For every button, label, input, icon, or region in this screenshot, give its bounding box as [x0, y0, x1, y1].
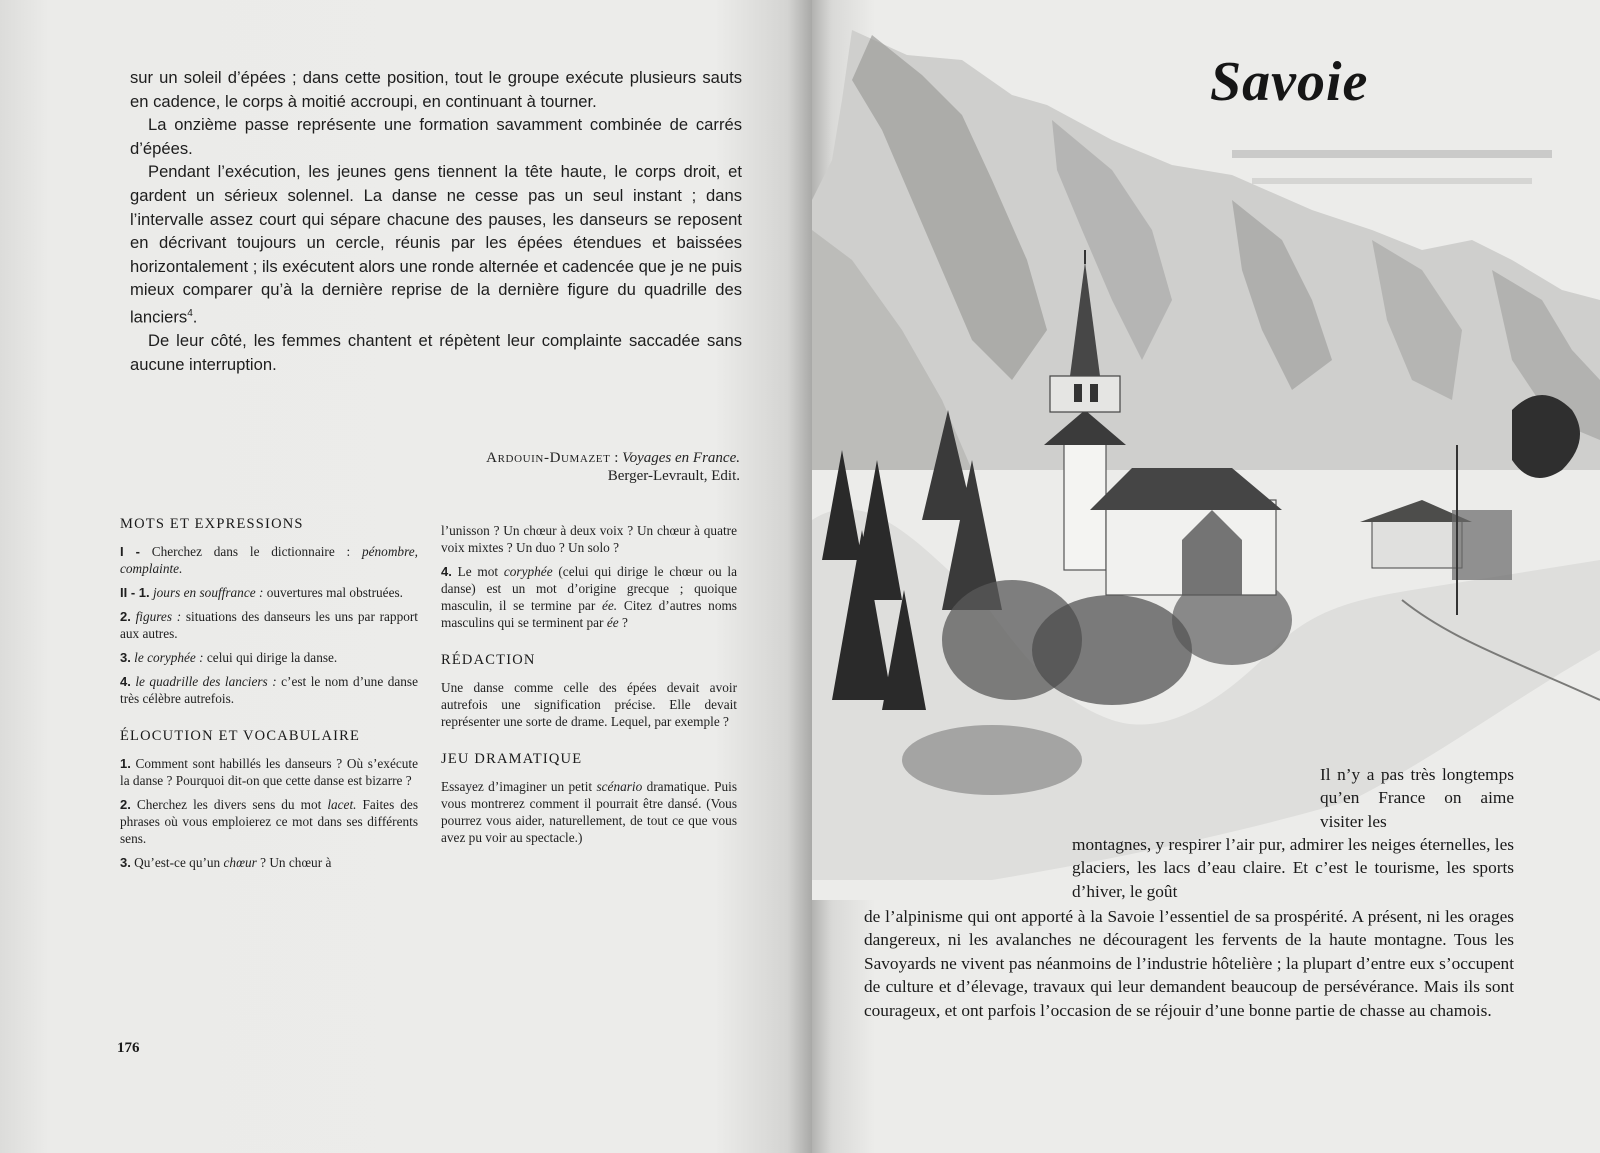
item-text: situations des danseurs les uns par rapport aux autres.: [120, 609, 418, 641]
exercise-item: [120, 649, 418, 666]
item-number: 2.: [120, 609, 131, 624]
item-number: II - 1.: [120, 585, 150, 600]
item-text: Comment sont habillés les danseurs ? Où s’exécute la danse ? Pourquoi dit-on que cette danse est bizarre ?: [120, 756, 418, 788]
exercise-item: [441, 563, 737, 631]
exercise-item: [120, 543, 418, 577]
item-term: coryphée: [503, 564, 553, 579]
exercise-column-left: [120, 516, 418, 878]
attribution-line: [370, 449, 740, 467]
exercise-column-right: [441, 522, 737, 853]
item-text: ?: [618, 615, 628, 630]
item-term: pénombre, complainte.: [120, 544, 418, 576]
exercise-item: [120, 796, 418, 847]
page-number: 176: [117, 1040, 140, 1056]
prose-paragraph: Il n’y a pas très longtemps qu’en France on aime visiter les: [1320, 765, 1514, 831]
section-heading-redaction: RÉDACTION: [441, 652, 536, 668]
intro-text-mid: [1072, 833, 1514, 903]
item-term: scénario: [596, 779, 643, 794]
item-number: I -: [120, 544, 140, 559]
exercise-item-continuation: l’unisson ? Un chœur à deux voix ? Un chœur à quatre voix mixtes ? Un duo ? Un solo ?: [441, 523, 737, 555]
author-name: Ardouin-Dumazet: [486, 450, 611, 466]
item-number: 1.: [120, 756, 131, 771]
item-text: c’est le nom d’une danse très célèbre autrefois.: [120, 674, 418, 706]
attribution-separator: :: [610, 450, 623, 466]
publisher: Berger-Levrault, Edit.: [607, 468, 740, 484]
prose-paragraph: La onzième passe représente une formation savamment combinée de carrés d’épées.: [130, 115, 742, 158]
item-text: ? Un chœur à: [256, 855, 332, 870]
item-text: Le mot: [451, 564, 504, 579]
exercise-item: [120, 755, 418, 789]
item-text: Cherchez dans le dictionnaire :: [140, 544, 362, 559]
prose-text: Pendant l’exécution, les jeunes gens tiennent la tête haute, le corps droit, et gardent un sérieux solennel. La danse ne cesse pas un seul instant ; dans l’intervalle assez court qui sépare chacune des pauses, les danseurs se reposent en décrivant toujours un cercle, réunis par les épées étendues et baissées horizontalement ; ils exécutent alors une ronde alternée et cadencée que je ne puis mieux comparer qu’à la dernière reprise de la dernière figure du quadrille des lanciers: [130, 162, 742, 327]
intro-text-wide: [864, 905, 1514, 1022]
item-text: Qu’est-ce qu’un: [130, 855, 224, 870]
item-text: (celui qui dirige le chœur ou la danse) est un mot d’origine grecque ; quoique masculin, il se termine par: [441, 564, 738, 613]
item-number: 2.: [120, 797, 131, 812]
item-text: ouvertures mal obstruées.: [263, 585, 403, 600]
item-number: 3.: [120, 855, 131, 870]
prose-paragraph: Pendant l’exécution, les jeunes gens tiennent la tête haute, le corps droit, et gardent un sérieux solennel. La danse ne cesse pas un seul instant ; dans l’intervalle assez court qui sépare chacune des pauses, les danseurs se reposent en décrivant toujours un cercle, réunis par les épées étendues et baissées horizontalement ; ils exécutent alors une ronde alternée et cadencée que je ne puis mieux comparer qu’à la dernière reprise de la dernière figure du quadrille des lanciers$^4$.: [130, 162, 742, 327]
section-heading-jeu: JEU DRAMATIQUE: [441, 751, 583, 767]
item-term: chœur: [223, 855, 257, 870]
exercise-item: [120, 608, 418, 642]
item-term: le coryphée :: [134, 650, 204, 665]
exercise-item: [120, 673, 418, 707]
item-text: Essayez d’imaginer un petit: [441, 779, 597, 794]
intro-text-short: [1320, 763, 1514, 833]
exercise-item: [120, 584, 418, 601]
item-term: figures :: [135, 609, 182, 624]
redaction-text: Une danse comme celle des épées devait avoir autrefois une signification précise. Elle devait représenter une sorte de drame. Lequel, par exemple ?: [441, 680, 737, 729]
section-heading-elocution: ÉLOCUTION ET VOCABULAIRE: [120, 728, 361, 744]
item-term: lacet.: [327, 797, 357, 812]
item-text: Citez d’autres noms masculins qui se terminent par: [441, 598, 737, 630]
prose-paragraph: De leur côté, les femmes chantent et répètent leur complainte saccadée sans aucune interruption.: [130, 331, 742, 374]
item-text: Faites des phrases où vous emploierez ce mot dans ses différents sens.: [120, 797, 419, 846]
section-heading-mots: MOTS ET EXPRESSIONS: [120, 516, 304, 532]
prose-paragraph: sur un soleil d’épées ; dans cette position, tout le groupe exécute plusieurs sauts en cadence, le corps à moitié accroupi, en continuant à tourner.: [130, 68, 742, 111]
item-term: jours en souffrance :: [152, 585, 264, 600]
exercise-item: [120, 854, 418, 871]
item-term: le quadrille des lanciers :: [135, 674, 277, 689]
item-number: 4.: [120, 674, 131, 689]
jeu-text: [441, 778, 737, 846]
work-title: Voyages en France.: [622, 450, 740, 466]
prose-paragraph: montagnes, y respirer l’air pur, admirer les neiges éternelles, les glaciers, les lacs d’eau claire. Et c’est le tourisme, les sports d’hiver, le goût: [1072, 835, 1514, 901]
item-number: 4.: [441, 564, 452, 579]
attribution: [370, 449, 740, 485]
item-text: dramatique. Puis vous montrerez comment il pourrait être dansé. (Vous pourrez vous aider, naturellement, de tout ce que vous avez pu voir au spectacle.): [441, 779, 737, 845]
prose-paragraph: de l’alpinisme qui ont apporté à la Savoie l’essentiel de sa prospérité. A présent, ni les orages dangereux, ni les avalanches ne découragent les fervents de la haute montagne. Tous les Savoyards ne vivent pas néanmoins de l’industrie hôtelière ; la plupart d’entre eux s’occupent de culture et d’élevage, travaux qui leur demandent beaucoup de persévérance. Mais ils sont courageux, et ont parfois l’occasion de se réjouir d’une bonne partie de chasse au chamois.: [864, 907, 1514, 1020]
footnote-marker: 4: [187, 307, 193, 319]
item-term: ée.: [601, 598, 618, 613]
page-title: Savoie: [1210, 51, 1369, 113]
item-term: ée: [606, 615, 619, 630]
item-text: celui qui dirige la danse.: [203, 650, 338, 665]
main-prose: [130, 66, 742, 376]
item-number: 3.: [120, 650, 131, 665]
item-text: Cherchez les divers sens du mot: [130, 797, 328, 812]
